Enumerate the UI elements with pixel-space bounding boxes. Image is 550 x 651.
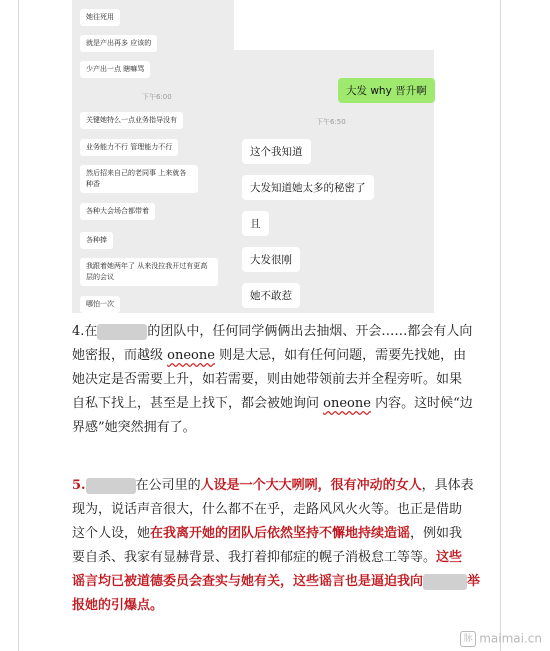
chat-bubble: 大发很刚 <box>242 247 300 272</box>
redacted-name <box>423 574 467 590</box>
chat-bubble: 她不敢惹 <box>242 283 300 308</box>
chat-bubble: 这个我知道 <box>242 139 311 164</box>
text-line: 5. 在公司里的人设是一个大大咧咧，很有冲动的女人，具体表 <box>72 478 474 493</box>
chat-bubble-sent: 大发 why 晋升啊 <box>338 78 435 103</box>
redacted-name <box>86 478 136 494</box>
chat-screenshot-right <box>234 50 434 313</box>
chat-bubble: 少产出一点 瞎嘛骂 <box>80 61 150 78</box>
chat-timestamp: 下午6:00 <box>142 93 172 101</box>
chat-bubble: 她往死用 <box>80 9 120 26</box>
chat-bubble: 且 <box>242 211 269 236</box>
watermark: 脉 maimai.cn <box>460 631 542 647</box>
text-line: 她密报，而越级 oneone 则是大忌，如有任何问题，需要先找她，由 <box>72 348 467 363</box>
chat-bubble: 然后招来自己的老同事 上来就各种香 <box>80 165 198 193</box>
chat-bubble: 关键她特么一点业务指导没有 <box>80 112 183 129</box>
text-line: 谣言均已被道德委员会查实与她有关，这些谣言也是逼迫我向 举 <box>72 574 481 589</box>
chat-bubble: 哪怕一次 <box>80 296 120 313</box>
chat-bubble: 我跟着她两年了 从来没拉我开过有更高层的会议 <box>80 258 218 286</box>
text-line: 4.在 的团队中，任何同学俩俩出去抽烟、开会……都会有人向 <box>72 324 473 339</box>
page-edge-left <box>18 0 19 651</box>
redacted-name <box>97 324 147 340</box>
chat-bubble: 大发知道她太多的秘密了 <box>242 175 374 200</box>
text-line: 这个人设，她在我离开她的团队后依然坚持不懈地持续造谣，例如我 <box>72 526 463 541</box>
page-edge-right <box>500 0 501 651</box>
text-line: 界感”她突然拥有了。 <box>72 420 196 435</box>
text-line: 要自杀、我家有显赫背景、我打着抑郁症的幌子消极怠工等等。这些 <box>72 550 463 565</box>
chat-timestamp: 下午6:50 <box>316 118 346 126</box>
chat-screenshot-left <box>72 0 234 313</box>
text-line: 报她的引爆点。 <box>72 598 164 613</box>
paragraph-5 <box>72 474 481 618</box>
text-line: 自私下找上，甚至是上找下，都会被她询问 oneone 内容。这时候“边 <box>72 396 473 411</box>
text-line: 现为，说话声音很大，什么都不在乎，走路风风火火等。也正是借助 <box>72 502 463 517</box>
maimai-logo-icon: 脉 <box>460 631 476 647</box>
chat-bubble: 业务能力不行 管理能力不行 <box>80 139 178 156</box>
chat-bubble: 各种大会场合都带着 <box>80 203 155 220</box>
chat-bubble: 就是产出再多 应该的 <box>80 35 157 52</box>
text-line: 她决定是否需要上升，如若需要，则由她带领前去并全程旁听。如果 <box>72 372 463 387</box>
paragraph-4 <box>72 320 472 440</box>
chat-bubble: 各种捧 <box>80 232 113 249</box>
